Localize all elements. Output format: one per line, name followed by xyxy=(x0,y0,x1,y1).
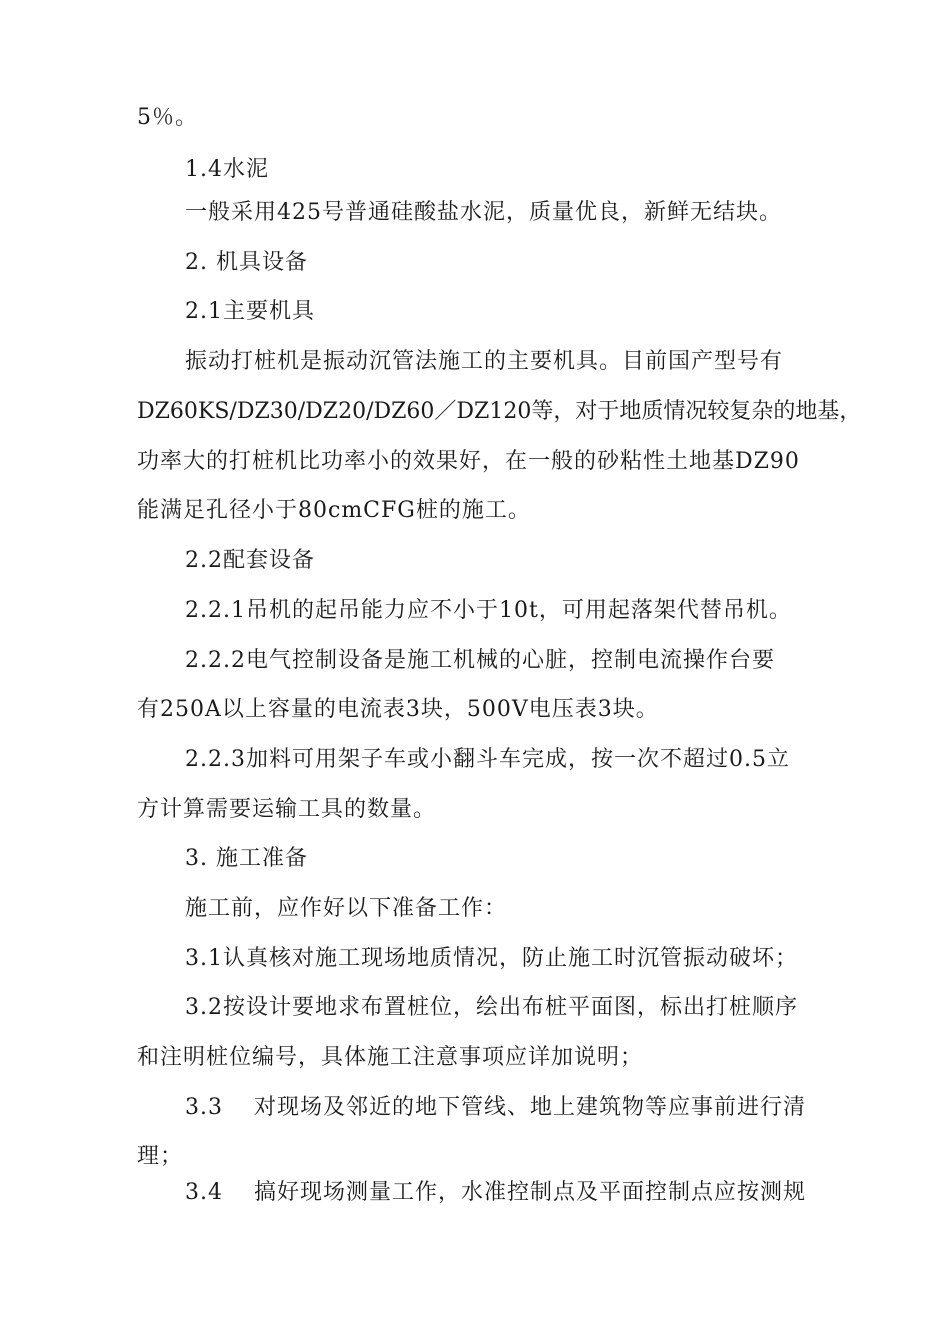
text-line: 理； xyxy=(137,1144,184,1169)
text-line: 5％。 xyxy=(137,105,198,130)
text-line: 和注明桩位编号，具体施工注意事项应详加说明； xyxy=(137,1045,644,1070)
text-line: 施工前，应作好以下准备工作： xyxy=(185,896,508,921)
text-line: 有250A以上容量的电流表3块，500V电压表3块。 xyxy=(137,697,659,722)
section-heading: 3. 施工准备 xyxy=(185,846,308,871)
text-line: 3.3 对现场及邻近的地下管线、地上建筑物等应事前进行清 xyxy=(185,1095,806,1120)
text-line: 功率大的打桩机比功率小的效果好，在一般的砂粘性土地基DZ90 xyxy=(137,449,800,474)
section-heading: 2. 机具设备 xyxy=(185,250,308,275)
section-heading: 1.4水泥 xyxy=(185,157,269,182)
text-line: 2.2.3加料可用架子车或小翻斗车完成，按一次不超过0.5立 xyxy=(185,747,790,772)
text-line: 能满足孔径小于80cmCFG桩的施工。 xyxy=(137,498,531,523)
text-line: 一般采用425号普通硅酸盐水泥，质量优良，新鲜无结块。 xyxy=(185,200,782,225)
section-heading: 2.1主要机具 xyxy=(185,299,315,324)
section-heading: 2.2配套设备 xyxy=(185,548,315,573)
text-line: 3.1认真核对施工现场地质情况，防止施工时沉管振动破坏； xyxy=(185,946,798,971)
text-line: 2.2.2电气控制设备是施工机械的心脏，控制电流操作台要 xyxy=(185,648,775,673)
text-line: 2.2.1吊机的起吊能力应不小于10t，可用起落架代替吊机。 xyxy=(185,598,792,623)
text-line: 3.2按设计要地求布置桩位，绘出布桩平面图，标出打桩顺序 xyxy=(185,995,798,1020)
text-line: 振动打桩机是振动沉管法施工的主要机具。目前国产型号有 xyxy=(185,349,784,374)
text-line: 方计算需要运输工具的数量。 xyxy=(137,797,437,822)
text-line: DZ60KS/DZ30/DZ20/DZ60／DZ120等，对于地质情况较复杂的地基， xyxy=(137,399,862,424)
text-line: 3.4 搞好现场测量工作，水准控制点及平面控制点应按测规 xyxy=(185,1180,806,1205)
